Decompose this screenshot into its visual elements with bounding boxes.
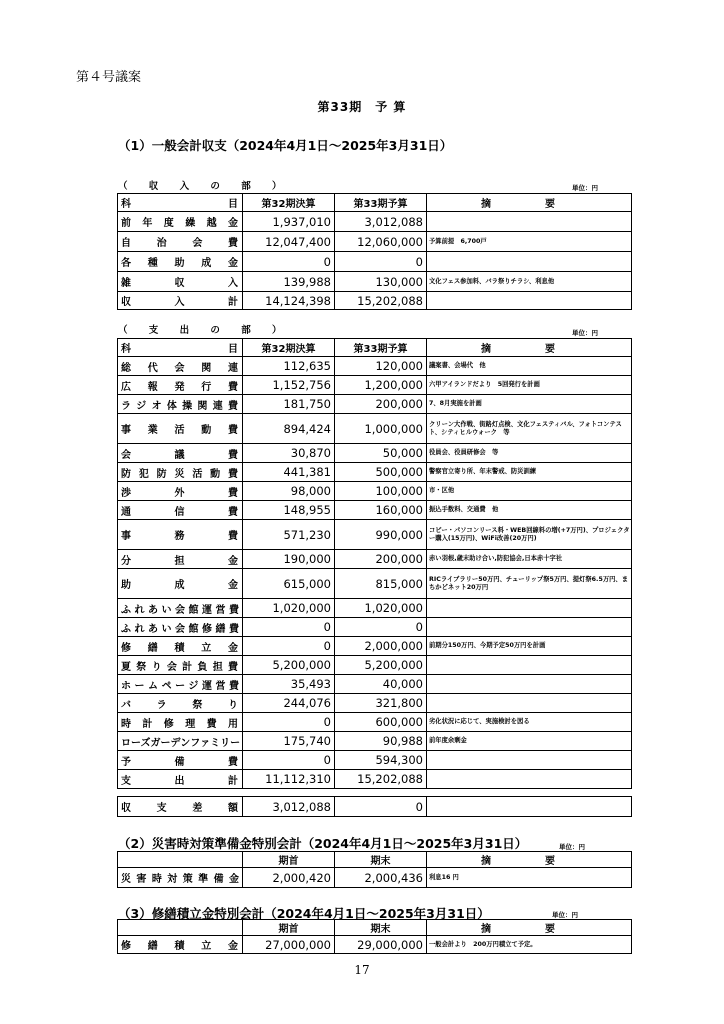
expense-section-label: （ 支 出 の 部 ） (118, 325, 291, 336)
header-end: 期末 (335, 920, 427, 936)
expense-row (118, 770, 632, 789)
header-budget: 第33期予算 (335, 339, 427, 357)
expense-row-remarks (427, 599, 632, 618)
expense-row-budget: 200,000 (335, 550, 427, 569)
expense-row-prev: 30,870 (243, 444, 335, 463)
expense-row-remarks: 議案書、会場代 他 (427, 357, 632, 376)
expense-row (118, 444, 632, 463)
disaster-item: 災害時対策準備金 (118, 868, 243, 888)
expense-row-remarks (427, 675, 632, 694)
header-item: 科目 (118, 339, 243, 357)
income-row-budget: 130,000 (335, 272, 427, 292)
repair-start: 27,000,000 (243, 936, 335, 954)
disaster-header-row (118, 852, 632, 868)
expense-row-prev: 615,000 (243, 569, 335, 599)
header-item: 科目 (118, 194, 243, 212)
expense-row-remarks (427, 770, 632, 789)
expense-row-prev: 894,424 (243, 414, 335, 444)
expense-row (118, 675, 632, 694)
repair-fund-table (117, 919, 632, 954)
expense-row (118, 395, 632, 414)
header-start: 期首 (243, 852, 335, 868)
section-1-title: （1）一般会計収支（2024年4月1日～2025年3月31日） (118, 138, 453, 153)
section-3-title: （3）修繕積立金特別会計（2024年4月1日～2025年3月31日） (118, 906, 490, 921)
expense-row-budget: 594,300 (335, 751, 427, 770)
expense-row-budget: 1,000,000 (335, 414, 427, 444)
expense-row-item: 夏祭り会計負担費 (118, 656, 243, 675)
expense-row-prev: 35,493 (243, 675, 335, 694)
repair-row (118, 936, 632, 954)
expense-row-item: 防犯防災活動費 (118, 463, 243, 482)
expense-row-remarks: RICライブラリー50万円、チューリップ祭5万円、提灯祭6.5万円、まちかどネット20万円 (427, 569, 632, 599)
balance-table (117, 796, 632, 817)
header-remarks: 摘 要 (427, 194, 632, 212)
expense-row-budget: 990,000 (335, 520, 427, 550)
expense-row (118, 569, 632, 599)
expense-row (118, 713, 632, 732)
expense-row-item: 分担金 (118, 550, 243, 569)
repair-header-row (118, 920, 632, 936)
expense-row-item: ふれあい会館運営費 (118, 599, 243, 618)
expense-row-item: バラ祭り (118, 694, 243, 713)
expense-row-remarks: 六甲アイランドだより 5回発行を計画 (427, 376, 632, 395)
header-prev: 第32期決算 (243, 339, 335, 357)
balance-prev: 3,012,088 (243, 797, 335, 817)
expense-row-prev: 1,152,756 (243, 376, 335, 395)
income-row-prev: 139,988 (243, 272, 335, 292)
expense-row-prev: 1,020,000 (243, 599, 335, 618)
income-row-item: 前年度繰越金 (118, 212, 243, 232)
expense-row-remarks: 役員会、役員研修会 等 (427, 444, 632, 463)
header-start: 期首 (243, 920, 335, 936)
expense-row-item: 時計修理費用 (118, 713, 243, 732)
income-row-prev: 14,124,398 (243, 292, 335, 310)
expense-row-budget: 200,000 (335, 395, 427, 414)
expense-row-budget: 321,800 (335, 694, 427, 713)
document-title: 第33期 予 算 (317, 100, 407, 114)
expense-row (118, 694, 632, 713)
expense-row-prev: 0 (243, 637, 335, 656)
expense-row-budget: 815,000 (335, 569, 427, 599)
expense-row (118, 414, 632, 444)
expense-row-item: 事務費 (118, 520, 243, 550)
expense-row-item: ふれあい会館修繕費 (118, 618, 243, 637)
expense-header-row (118, 339, 632, 357)
expense-row-budget: 0 (335, 618, 427, 637)
header-budget: 第33期予算 (335, 194, 427, 212)
header-remarks: 摘 要 (427, 920, 632, 936)
expense-row-item: ローズガーデンファミリー (118, 732, 243, 751)
expense-row-remarks: 赤い羽根,歳末助け合い,防犯協会,日本赤十字社 (427, 550, 632, 569)
disaster-remarks: 利息16 円 (427, 868, 632, 888)
expense-row (118, 599, 632, 618)
expense-row (118, 501, 632, 520)
income-row-item: 自治会費 (118, 232, 243, 252)
balance-remarks (427, 797, 632, 817)
income-row-item: 雑収入 (118, 272, 243, 292)
unit-label-disaster: 単位：円 (559, 843, 585, 851)
page-number: 17 (354, 963, 370, 977)
income-row-prev: 12,047,400 (243, 232, 335, 252)
expense-row (118, 751, 632, 770)
expense-row-item: ホームページ運営費 (118, 675, 243, 694)
income-row-budget: 0 (335, 252, 427, 272)
income-row-item: 各種助成金 (118, 252, 243, 272)
income-row (118, 212, 632, 232)
expense-row-prev: 98,000 (243, 482, 335, 501)
unit-label-expense: 単位：円 (572, 329, 598, 337)
expense-row-remarks: 市・区他 (427, 482, 632, 501)
balance-row (118, 797, 632, 817)
income-row-remarks: 文化フェス参加料、バラ祭りチラシ、利息他 (427, 272, 632, 292)
expense-row-remarks: コピー・パソコンリース料・WEB回線料の増(+7万円)、プロジェクター購入(15万円)、WiFi改善(20万円) (427, 520, 632, 550)
expense-row-item: 事業活動費 (118, 414, 243, 444)
expense-row-prev: 244,076 (243, 694, 335, 713)
repair-end: 29,000,000 (335, 936, 427, 954)
expense-row-prev: 0 (243, 713, 335, 732)
expense-row-budget: 40,000 (335, 675, 427, 694)
disaster-row (118, 868, 632, 888)
expense-row-item: 広報発行費 (118, 376, 243, 395)
expense-row-budget: 2,000,000 (335, 637, 427, 656)
expense-row (118, 550, 632, 569)
expense-row-item: 支出計 (118, 770, 243, 789)
expense-row-item: ラジオ体操関連費 (118, 395, 243, 414)
expense-row-budget: 50,000 (335, 444, 427, 463)
income-row-prev: 1,937,010 (243, 212, 335, 232)
expense-row-remarks (427, 656, 632, 675)
expense-row-remarks (427, 694, 632, 713)
expense-row-remarks: 警察官立寄り所、年末警戒、防災訓練 (427, 463, 632, 482)
header-end: 期末 (335, 852, 427, 868)
income-table (117, 193, 632, 310)
expense-row-budget: 160,000 (335, 501, 427, 520)
expense-row (118, 463, 632, 482)
repair-item: 修繕積立金 (118, 936, 243, 954)
expense-row-item: 修繕積立金 (118, 637, 243, 656)
income-row-item: 収入計 (118, 292, 243, 310)
expense-row-budget: 100,000 (335, 482, 427, 501)
income-row-remarks: 予算前提 6,700戸 (427, 232, 632, 252)
disaster-start: 2,000,420 (243, 868, 335, 888)
expense-row-budget: 15,202,088 (335, 770, 427, 789)
expense-row (118, 618, 632, 637)
unit-label-income: 単位：円 (572, 184, 598, 192)
expense-row-remarks: 振込手数料、交通費 他 (427, 501, 632, 520)
expense-row-item: 会議費 (118, 444, 243, 463)
income-row-remarks (427, 292, 632, 310)
income-row (118, 292, 632, 310)
income-row (118, 232, 632, 252)
section-2-title: （2）災害時対策準備金特別会計（2024年4月1日～2025年3月31日） (118, 836, 528, 851)
header-remarks: 摘 要 (427, 852, 632, 868)
expense-row-prev: 175,740 (243, 732, 335, 751)
income-row-prev: 0 (243, 252, 335, 272)
expense-row-prev: 0 (243, 618, 335, 637)
expense-row-budget: 120,000 (335, 357, 427, 376)
income-row-remarks (427, 212, 632, 232)
expense-row-prev: 11,112,310 (243, 770, 335, 789)
expense-row-prev: 148,955 (243, 501, 335, 520)
expense-row-prev: 0 (243, 751, 335, 770)
balance-item: 収支差額 (118, 797, 243, 817)
expense-row-remarks: 劣化状況に応じて、実施検討を図る (427, 713, 632, 732)
income-row-budget: 3,012,088 (335, 212, 427, 232)
expense-row-prev: 112,635 (243, 357, 335, 376)
expense-row (118, 376, 632, 395)
expense-row-budget: 90,988 (335, 732, 427, 751)
agenda-number: 第４号議案 (76, 70, 142, 85)
expense-table (117, 338, 632, 789)
expense-row-prev: 571,230 (243, 520, 335, 550)
income-section-label: （ 収 入 の 部 ） (118, 181, 291, 192)
expense-row (118, 732, 632, 751)
expense-row-item: 予備費 (118, 751, 243, 770)
expense-row-budget: 500,000 (335, 463, 427, 482)
expense-row-remarks: 7、8月実施を計画 (427, 395, 632, 414)
header-prev: 第32期決算 (243, 194, 335, 212)
expense-row (118, 637, 632, 656)
income-row (118, 252, 632, 272)
balance-budget: 0 (335, 797, 427, 817)
expense-row-remarks (427, 618, 632, 637)
income-row-budget: 15,202,088 (335, 292, 427, 310)
expense-row-remarks (427, 751, 632, 770)
expense-row-budget: 600,000 (335, 713, 427, 732)
expense-row-budget: 5,200,000 (335, 656, 427, 675)
expense-row-budget: 1,200,000 (335, 376, 427, 395)
expense-row-prev: 5,200,000 (243, 656, 335, 675)
expense-row-prev: 441,381 (243, 463, 335, 482)
expense-row-budget: 1,020,000 (335, 599, 427, 618)
income-row-budget: 12,060,000 (335, 232, 427, 252)
expense-row-prev: 181,750 (243, 395, 335, 414)
expense-row (118, 520, 632, 550)
disaster-fund-table (117, 851, 632, 888)
expense-row (118, 482, 632, 501)
expense-row (118, 656, 632, 675)
expense-row-remarks: 前年度余剰金 (427, 732, 632, 751)
expense-row-item: 通信費 (118, 501, 243, 520)
header-remarks: 摘 要 (427, 339, 632, 357)
expense-row-prev: 190,000 (243, 550, 335, 569)
income-row-remarks (427, 252, 632, 272)
expense-row-remarks: 前期分150万円、今期予定50万円を計画 (427, 637, 632, 656)
expense-row (118, 357, 632, 376)
income-row (118, 272, 632, 292)
expense-row-item: 渉外費 (118, 482, 243, 501)
expense-row-item: 助成金 (118, 569, 243, 599)
unit-label-repair: 単位：円 (552, 911, 578, 919)
expense-row-item: 総代会関連 (118, 357, 243, 376)
repair-remarks: 一般会計より 200万円積立て予定。 (427, 936, 632, 954)
disaster-end: 2,000,436 (335, 868, 427, 888)
income-header-row (118, 194, 632, 212)
expense-row-remarks: クリーン大作戦、街路灯点検、文化フェスティバル、フォトコンテスト、シティヒルウォーク 等 (427, 414, 632, 444)
